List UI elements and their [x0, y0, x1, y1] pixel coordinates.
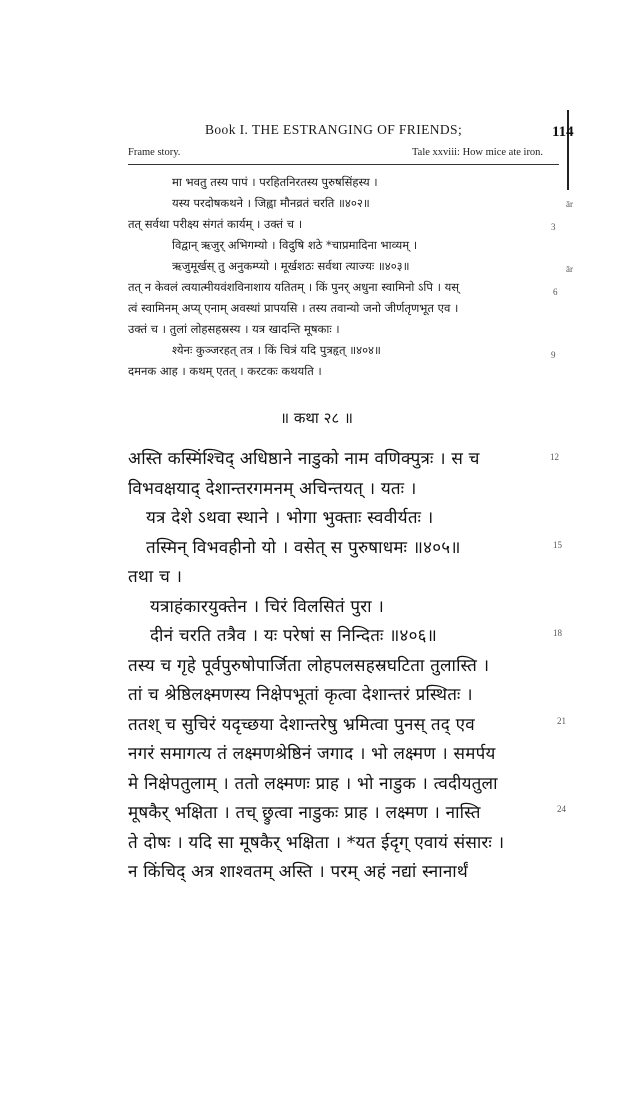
small-line: ऋजुमूर्खस् तु अनुकम्प्यो । मूर्खशठः सर्वथा त्याज्यः ॥४०३॥ — [172, 259, 410, 273]
katha-title: ॥ कथा २८ ॥ — [280, 409, 353, 427]
header-rule — [128, 164, 559, 165]
main-line: तथा च । — [128, 567, 183, 587]
main-text-block — [128, 445, 558, 888]
margin-mark: 21 — [557, 716, 566, 726]
main-line: विभवक्षयाद् देशान्तरगमनम् अचिन्तयत् । यतः । — [128, 478, 417, 499]
main-line: दीनं चरति तत्रैव । यः परेषां स निन्दितः ॥४०६॥ — [150, 626, 438, 646]
tale-label: Tale xxviii: How mice ate iron. — [412, 147, 544, 158]
margin-mark: ār — [566, 199, 573, 209]
small-line: त्वं स्वामिनम् अप्य् एनाम् अवस्थां प्रापयसि । तस्य तवान्यो जनो जीर्णतृणभूत एव । — [128, 301, 459, 315]
small-line: विद्वान् ऋजुर् अभिगम्यो । विदुषि शठे *चाप्रमादिना भाव्यम् । — [172, 238, 418, 252]
main-line: तां च श्रेष्ठिलक्ष्मणस्य निक्षेपभूतां कृत्वा देशान्तरं प्रस्थितः । — [128, 685, 473, 705]
margin-mark: 18 — [553, 628, 562, 638]
running-title: Book I. THE ESTRANGING OF FRIENDS; — [205, 122, 463, 137]
main-line: यत्राहंकारयुक्तेन । चिरं विलसितं पुरा । — [150, 596, 385, 617]
main-line: अस्ति कस्मिंश्चिद् अधिष्ठाने नाडुको नाम वणिक्पुत्रः । स च — [128, 449, 480, 469]
margin-mark: 6 — [553, 287, 558, 297]
small-line: श्येनः कुञ्जरहत् तत्र । किं चित्रं यदि पुत्रहृत् ॥४०४॥ — [172, 343, 381, 357]
margin-mark: 15 — [553, 540, 562, 550]
small-text-block — [128, 172, 558, 382]
main-line: नगरं समागत्य तं लक्ष्मणश्रेष्ठिनं जगाद । भो लक्ष्मण । समर्पय — [128, 744, 496, 764]
main-line: तस्मिन् विभवहीनो यो । वसेत् स पुरुषाधमः ॥४०५॥ — [146, 537, 461, 558]
main-line: ते दोषः । यदि सा मूषकैर् भक्षिता । *यत ईदृग् एवायं संसारः । — [128, 832, 505, 853]
margin-mark: ār — [566, 264, 573, 274]
margin-mark: 12 — [550, 452, 559, 462]
main-line: यत्र देशे ऽथवा स्थाने । भोगा भुक्ताः स्ववीर्यतः । — [146, 508, 434, 528]
small-line: मा भवतु तस्य पापं । परहितनिरतस्य पुरुषसिंहस्य । — [172, 175, 378, 189]
small-line: तत् न केवलं त्वयात्मीयवंशविनाशाय यतितम् । किं पुनर् अधुना स्वामिनो ऽपि । यस् — [128, 280, 460, 294]
page-number: 114 — [552, 124, 574, 140]
main-line: न किंचिद् अत्र शाश्वतम् अस्ति । परम् अहं नद्यां स्नानार्थं — [128, 862, 468, 882]
main-line: मे निक्षेपतुलाम् । ततो लक्ष्मणः प्राह । भो नाडुक । त्वदीयतुला — [128, 773, 498, 794]
margin-mark: 9 — [551, 350, 556, 360]
small-line: तत् सर्वथा परीक्ष्य संगतं कार्यम् । उक्तं च । — [128, 217, 303, 231]
margin-mark: 3 — [551, 222, 556, 232]
margin-mark: 24 — [557, 804, 566, 814]
small-line: दमनक आह । कथम् एतत् । करटकः कथयति । — [128, 364, 322, 378]
small-line: यस्य परदोषकथने । जिह्वा मौनव्रतं चरति ॥४०२॥ — [172, 196, 370, 210]
main-line: ततश् च सुचिरं यदृच्छया देशान्तरेषु भ्रमित्वा पुनस् तद् एव — [128, 714, 475, 735]
small-line: उक्तं च । तुलां लोहसहस्रस्य । यत्र खादन्ति मूषकाः । — [128, 322, 340, 336]
frame-story-label: Frame story. — [128, 147, 181, 158]
main-line: मूषकैर् भक्षिता । तच् छ्रुत्वा नाडुकः प्राह । लक्ष्मण । नास्ति — [128, 803, 481, 823]
scan-edge-line — [567, 110, 569, 190]
main-line: तस्य च गृहे पूर्वपुरुषोपार्जिता लोहपलसहस्रघटिता तुलास्ति । — [128, 655, 490, 676]
